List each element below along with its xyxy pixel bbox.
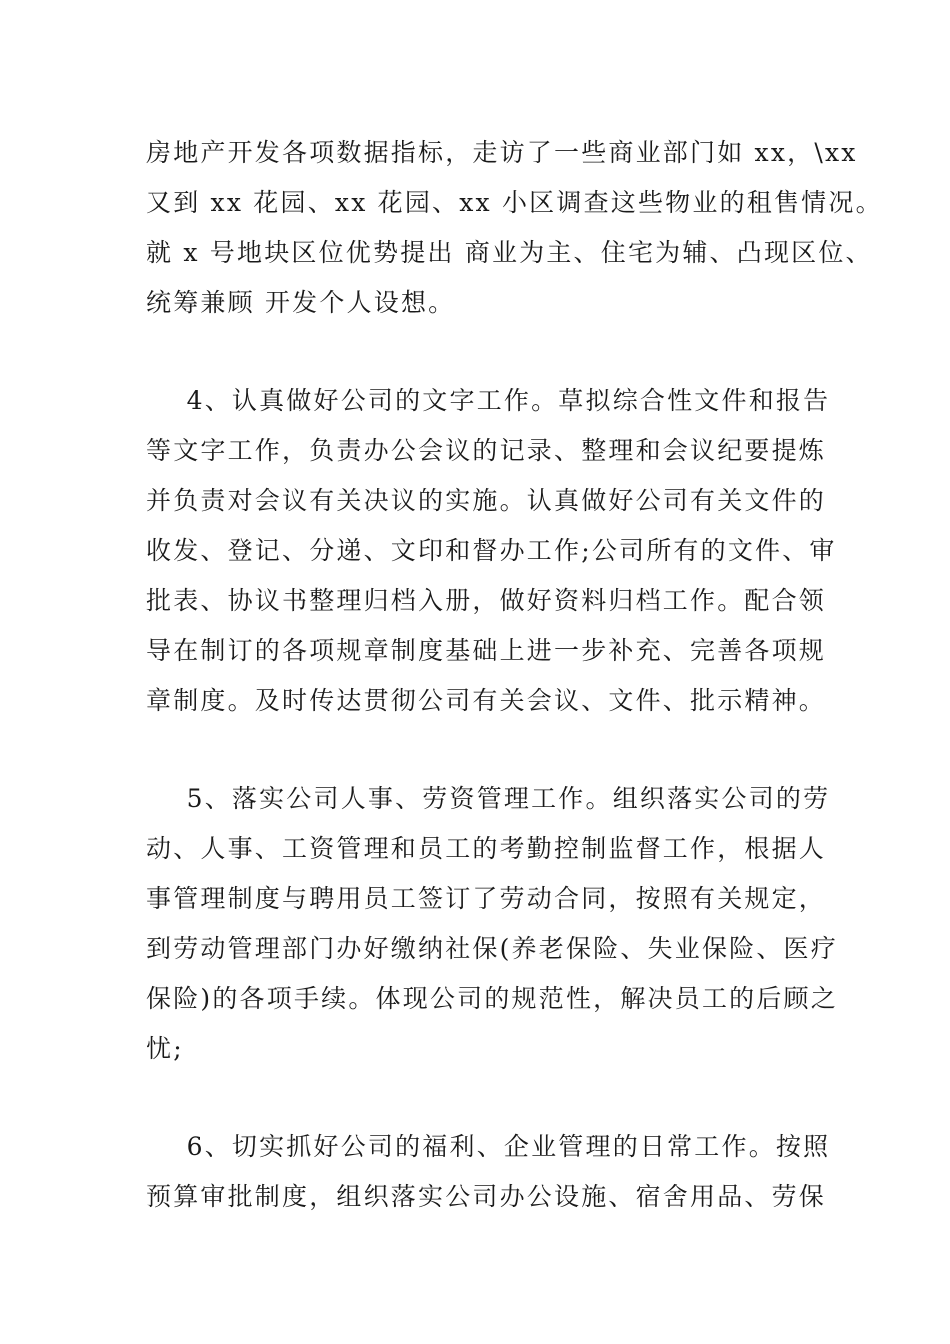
- paragraph-3-line-5: 保险)的各项手续。体现公司的规范性，解决员工的后顾之: [146, 984, 838, 1013]
- paragraph-2-line-5: 批表、协议书整理归档入册，做好资料归档工作。配合领: [146, 586, 827, 615]
- paragraph-2-line-2: 等文字工作，负责办公会议的记录、整理和会议纪要提炼: [146, 436, 827, 465]
- paragraph-1-line-2: 又到 xx 花园、xx 花园、xx 小区调查这些物业的租售情况。: [146, 188, 883, 217]
- paragraph-3-line-3: 事管理制度与聘用员工签订了劳动合同，按照有关规定，: [146, 884, 827, 913]
- paragraph-2-line-3: 并负责对会议有关决议的实施。认真做好公司有关文件的: [146, 486, 827, 515]
- paragraph-2-line-7: 章制度。及时传达贯彻公司有关会议、文件、批示精神。: [146, 686, 827, 715]
- paragraph-3-line-1: 5、落实公司人事、劳资管理工作。组织落实公司的劳: [146, 784, 831, 813]
- paragraph-3-line-6: 忧;: [146, 1034, 184, 1063]
- paragraph-1-line-3: 就 x 号地块区位优势提出 商业为主、住宅为辅、凸现区位、: [146, 238, 873, 267]
- paragraph-2-line-4: 收发、登记、分递、文印和督办工作;公司所有的文件、审: [146, 536, 837, 565]
- paragraph-1-line-1: 房地产开发各项数据指标，走访了一些商业部门如 xx，\xx: [146, 138, 858, 167]
- paragraph-2-line-1: 4、认真做好公司的文字工作。草拟综合性文件和报告: [146, 386, 831, 415]
- paragraph-4-line-1: 6、切实抓好公司的福利、企业管理的日常工作。按照: [146, 1132, 831, 1161]
- paragraph-4-line-2: 预算审批制度，组织落实公司办公设施、宿舍用品、劳保: [146, 1182, 827, 1211]
- paragraph-3-line-2: 动、人事、工资管理和员工的考勤控制监督工作，根据人: [146, 834, 827, 863]
- paragraph-3-line-4: 到劳动管理部门办好缴纳社保(养老保险、失业保险、医疗: [146, 934, 838, 963]
- paragraph-1-line-4: 统筹兼顾 开发个人设想。: [146, 288, 456, 317]
- paragraph-2-line-6: 导在制订的各项规章制度基础上进一步补充、完善各项规: [146, 636, 827, 665]
